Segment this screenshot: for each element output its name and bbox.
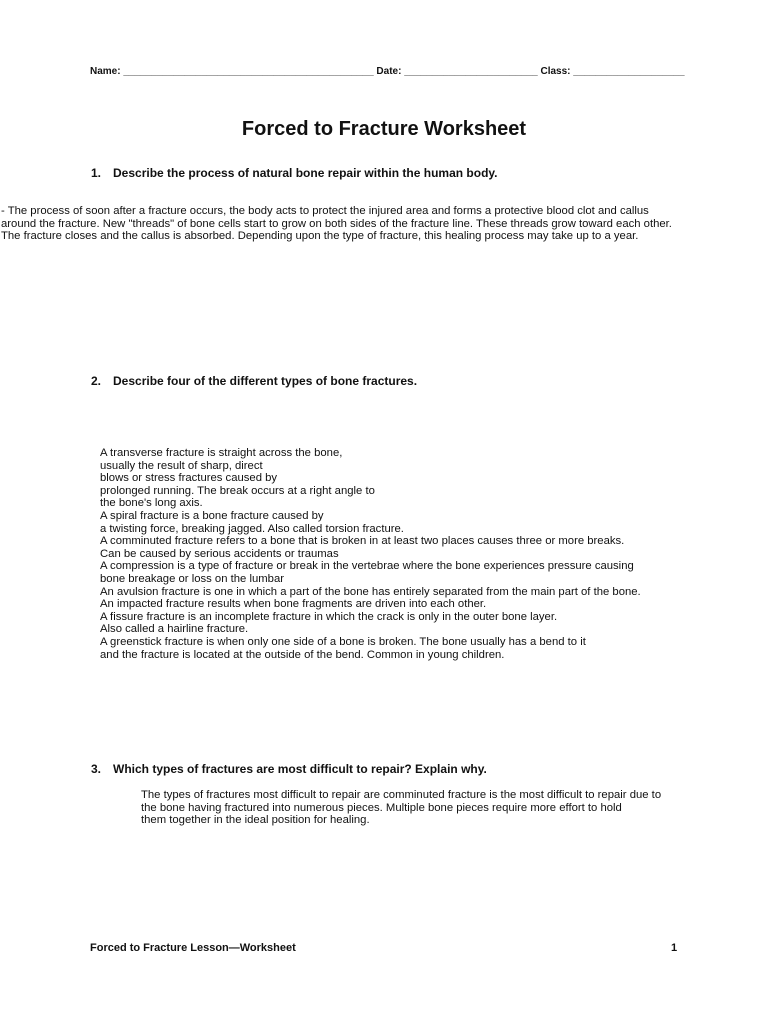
answer-line: An avulsion fracture is one in which a part of the bone has entirely separated from the main part of the bone. [100, 585, 641, 598]
answer-line: the bone having fractured into numerous pieces. Multiple bone pieces require more effort to hold [141, 801, 622, 814]
answer-line: - The process of soon after a fracture occurs, the body acts to protect the injured area and forms a protective blood clot and callus [1, 205, 649, 217]
name-blank[interactable]: _____________________________________________ [123, 66, 374, 77]
question-2 [91, 374, 417, 388]
answer-3 [141, 789, 661, 827]
worksheet-title: Forced to Fracture Worksheet [241, 118, 527, 140]
answer-line: Also called a hairline fracture. [100, 623, 249, 636]
answer-line: A comminuted fracture refers to a bone that is broken in at least two places causes three or more breaks. [100, 535, 625, 548]
name-label: Name: [90, 66, 121, 77]
date-blank[interactable]: ________________________ [404, 66, 538, 77]
answer-line: A greenstick fracture is when only one side of a bone is broken. The bone usually has a bend to it [100, 635, 586, 648]
question-number: 3. [91, 762, 102, 776]
answer-line: A compression is a type of fracture or break in the vertebrae where the bone experiences pressure causing [100, 560, 634, 573]
footer-text: Forced to Fracture Lesson—Worksheet [90, 942, 296, 954]
class-blank[interactable]: ____________________ [573, 66, 685, 77]
answer-line: The types of fractures most difficult to repair are comminuted fracture is the most difficult to repair due to [141, 789, 662, 801]
answer-line: a twisting force, breaking jagged. Also called torsion fracture. [100, 522, 404, 535]
page-number: 1 [671, 942, 678, 954]
answer-line: them together in the ideal position for healing. [141, 814, 370, 827]
date-label: Date: [376, 66, 402, 77]
question-text: Describe four of the different types of bone fractures. [113, 374, 418, 388]
answer-1 [1, 205, 672, 243]
answer-line: The fracture closes and the callus is absorbed. Depending upon the type of fracture, this healing process may take up to a year. [1, 230, 639, 243]
question-number: 2. [91, 374, 102, 388]
question-number: 1. [91, 166, 102, 180]
question-1 [91, 166, 498, 180]
question-text: Describe the process of natural bone repair within the human body. [113, 166, 498, 180]
answer-line: Can be caused by serious accidents or traumas [100, 547, 339, 560]
class-label: Class: [540, 66, 571, 77]
answer-line: and the fracture is located at the outside of the bend. Common in young children. [100, 648, 505, 661]
answer-line: A fissure fracture is an incomplete fracture in which the crack is only in the outer bone layer. [100, 610, 558, 623]
answer-line: usually the result of sharp, direct [100, 459, 263, 472]
answer-line: around the fracture. New "threads" of bone cells start to grow on both sides of the fracture line. These threads grow toward each other. [1, 217, 672, 230]
answer-2 [100, 447, 641, 661]
answer-line: A spiral fracture is a bone fracture caused by [100, 509, 324, 522]
answer-line: the bone's long axis. [100, 497, 203, 510]
answer-line: prolonged running. The break occurs at a right angle to [100, 484, 375, 497]
answer-line: A transverse fracture is straight across the bone, [100, 447, 343, 459]
header-fields [90, 66, 685, 77]
answer-line: blows or stress fractures caused by [100, 472, 278, 485]
answer-line: An impacted fracture results when bone fragments are driven into each other. [100, 598, 487, 611]
question-text: Which types of fractures are most difficult to repair? Explain why. [113, 762, 487, 776]
question-3 [91, 762, 487, 776]
answer-line: bone breakage or loss on the lumbar [100, 572, 285, 585]
